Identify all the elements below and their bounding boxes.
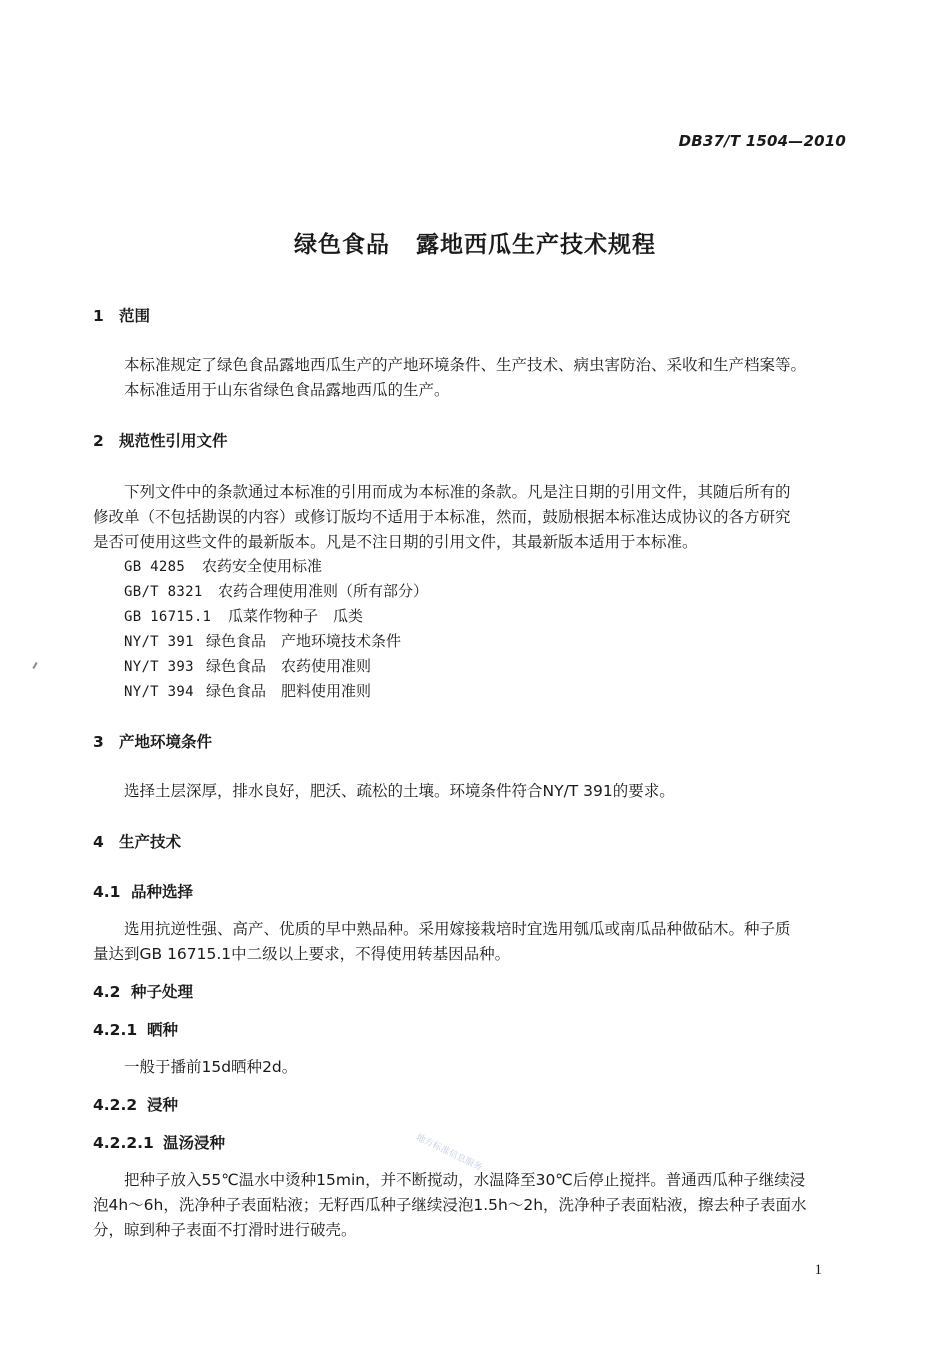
standard-code: DB37/T 1504—2010 — [678, 132, 846, 150]
reference-code: NY/T 393 — [124, 659, 194, 675]
section-number: 4.2.2.1 — [93, 1134, 154, 1152]
section-1-paragraph-1: 本标准规定了绿色食品露地西瓜生产的产地环境条件、生产技术、病虫害防治、采收和生产档案等。 — [124, 356, 807, 374]
section-number: 4 — [93, 833, 104, 851]
section-2-heading — [93, 429, 228, 451]
section-4-1-line-1: 选用抗逆性强、高产、优质的早中熟品种。采用嫁接栽培时宜选用瓠瓜或南瓜品种做砧木。种子质 — [124, 920, 791, 938]
reference-code: GB/T 8321 — [124, 584, 203, 600]
section-title: 品种选择 — [131, 883, 194, 901]
section-4-2-heading — [93, 980, 193, 1002]
section-number: 4.1 — [93, 883, 121, 901]
reference-code: NY/T 391 — [124, 634, 194, 650]
reference-name: 绿色食品 农药使用准则 — [206, 657, 372, 675]
section-number: 4.2 — [93, 983, 121, 1001]
reference-item — [124, 580, 428, 601]
reference-code: GB 16715.1 — [124, 609, 212, 625]
page-number: 1 — [814, 1262, 822, 1278]
section-title: 生产技术 — [119, 833, 182, 851]
reference-name: 农药合理使用准则（所有部分） — [218, 582, 429, 600]
reference-code: GB 4285 — [124, 559, 186, 575]
section-1-heading — [93, 304, 150, 326]
section-title: 浸种 — [147, 1096, 179, 1114]
reference-item — [124, 605, 363, 626]
reference-name: 农药安全使用标准 — [202, 557, 323, 575]
section-number: 3 — [93, 733, 104, 751]
section-title: 范围 — [119, 307, 151, 325]
section-4-2-2-1-line-1: 把种子放入55℃温水中烫种15min，并不断搅动，水温降至30℃后停止搅拌。普通西瓜种子继续浸 — [124, 1171, 806, 1189]
section-title: 产地环境条件 — [119, 733, 213, 751]
section-2-line-3: 是否可使用这些文件的最新版本。凡是不注日期的引用文件，其最新版本适用于本标准。 — [93, 533, 698, 551]
section-4-1-heading — [93, 880, 193, 902]
section-title: 温汤浸种 — [163, 1134, 226, 1152]
section-4-1-line-2: 量达到GB 16715.1中二级以上要求，不得使用转基因品种。 — [93, 945, 511, 963]
watermark: 地方标准信息服务 — [414, 1132, 484, 1174]
section-4-2-1-heading — [93, 1018, 178, 1040]
reference-name: 绿色食品 产地环境技术条件 — [206, 632, 402, 650]
section-number: 1 — [93, 307, 104, 325]
section-4-heading — [93, 830, 181, 852]
section-1-paragraph-2: 本标准适用于山东省绿色食品露地西瓜的生产。 — [124, 381, 450, 399]
section-title: 种子处理 — [131, 983, 194, 1001]
reference-item — [124, 630, 401, 651]
title-part-2: 露地西瓜生产技术规程 — [416, 232, 656, 258]
section-3-paragraph: 选择土层深厚，排水良好，肥沃、疏松的土壤。环境条件符合NY/T 391的要求。 — [124, 782, 675, 800]
section-4-2-2-1-line-3: 分，晾到种子表面不打滑时进行破壳。 — [93, 1221, 357, 1239]
section-number: 4.2.2 — [93, 1096, 138, 1114]
section-title: 规范性引用文件 — [119, 432, 228, 450]
section-2-line-2: 修改单（不包括勘误的内容）或修订版均不适用于本标准，然而，鼓励根据本标准达成协议的各方研究 — [93, 508, 791, 526]
section-3-heading — [93, 730, 212, 752]
section-4-2-2-1-heading — [93, 1131, 225, 1153]
reference-item — [124, 680, 371, 701]
reference-item — [124, 655, 371, 676]
reference-item — [124, 555, 322, 576]
section-2-line-1: 下列文件中的条款通过本标准的引用而成为本标准的条款。凡是注日期的引用文件，其随后所有的 — [124, 483, 791, 501]
scan-mark — [32, 662, 37, 669]
section-4-2-2-1-line-2: 泡4h～6h，洗净种子表面粘液；无籽西瓜种子继续浸泡1.5h～2h，洗净种子表面粘液，擦去种子表面水 — [93, 1196, 807, 1214]
section-number: 2 — [93, 432, 104, 450]
document-title — [0, 226, 950, 259]
title-part-1: 绿色食品 — [294, 232, 390, 258]
section-title: 晒种 — [147, 1021, 179, 1039]
reference-name: 瓜菜作物种子 瓜类 — [228, 607, 364, 625]
section-4-2-2-heading — [93, 1093, 178, 1115]
section-number: 4.2.1 — [93, 1021, 138, 1039]
reference-name: 绿色食品 肥料使用准则 — [206, 682, 372, 700]
section-4-2-1-paragraph: 一般于播前15d晒种2d。 — [124, 1058, 298, 1076]
reference-code: NY/T 394 — [124, 684, 194, 700]
